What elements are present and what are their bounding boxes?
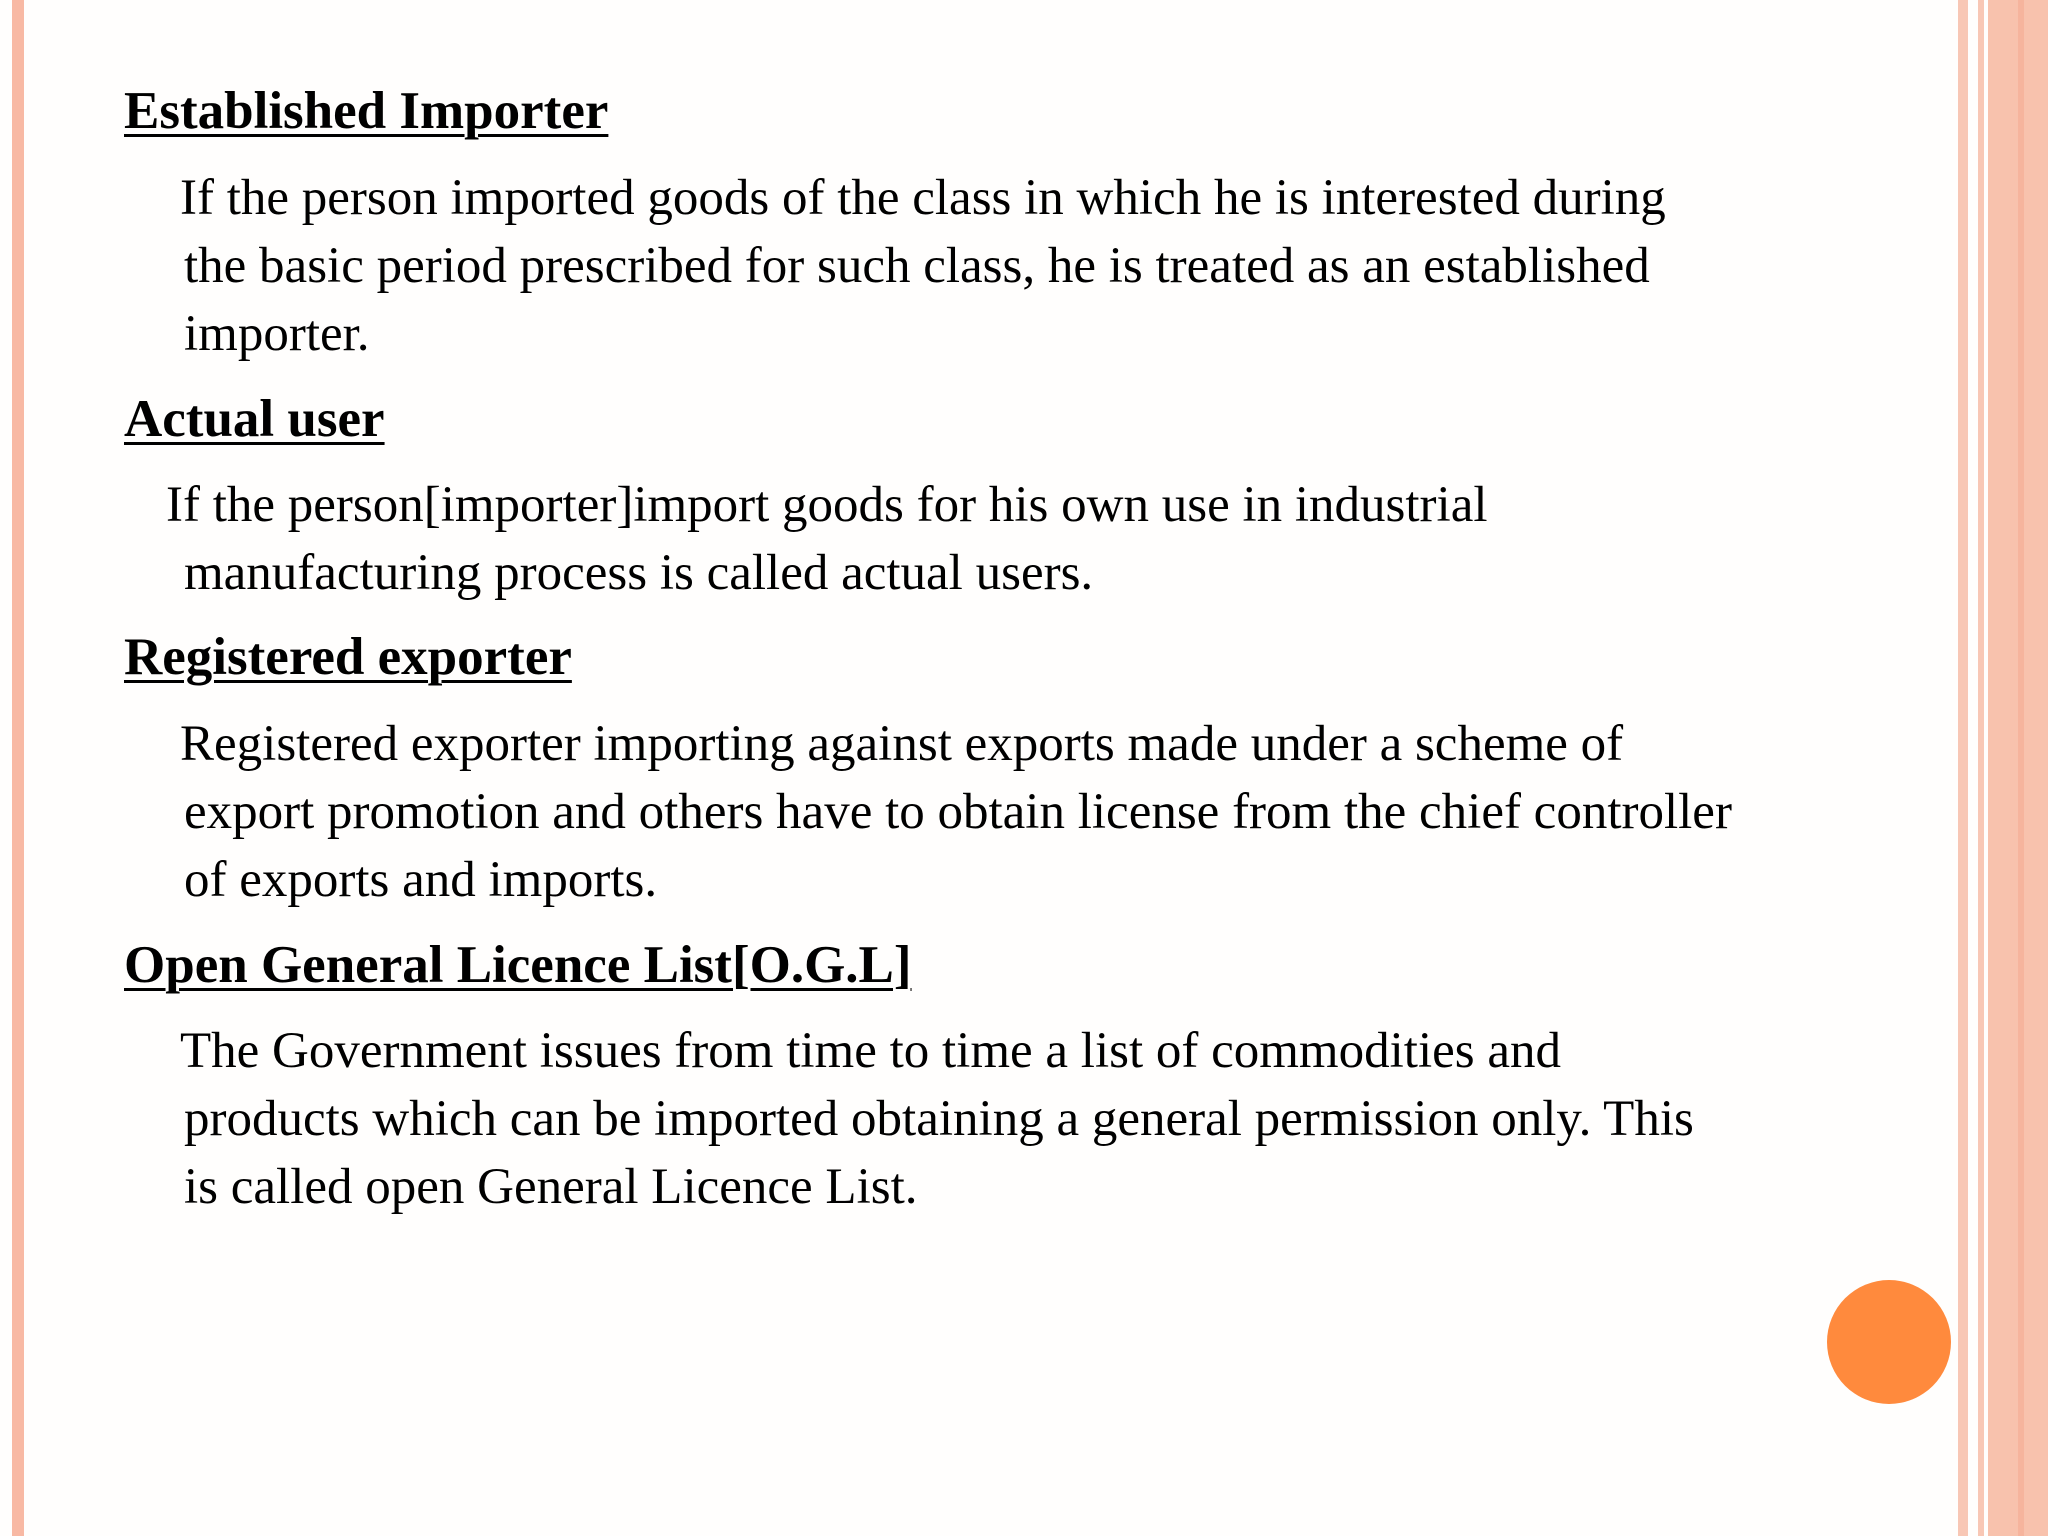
paragraph-open-general-licence-list [180, 1017, 1944, 1221]
left-border-stripe [12, 0, 24, 1536]
heading-open-general-licence-list: Open General Licence List[O.G.L] [124, 936, 912, 994]
text-line: If the person[importer]import goods for his own use in industrial [166, 477, 1488, 533]
heading-established-importer: Established Importer [124, 82, 609, 140]
text-line: Registered exporter importing against exports made under a scheme of [180, 716, 1624, 772]
paragraph-actual-user [166, 471, 1944, 607]
text-line: export promotion and others have to obtain license from the chief controller [184, 784, 1732, 840]
text-line: importer. [184, 306, 370, 362]
text-line: of exports and imports. [184, 852, 658, 908]
right-border-stripe [1958, 0, 1968, 1536]
paragraph-registered-exporter [180, 710, 1944, 914]
text-line: the basic period prescribed for such class, he is treated as an established [184, 238, 1650, 294]
heading-registered-exporter: Registered exporter [124, 628, 572, 686]
paragraph-established-importer [180, 164, 1944, 368]
right-border-stripe [1978, 0, 1984, 1536]
orange-circle-decoration [1827, 1280, 1951, 1404]
text-line: manufacturing process is called actual users. [184, 545, 1094, 601]
text-line: The Government issues from time to time a list of commodities and [180, 1023, 1561, 1079]
right-border-stripe [2018, 0, 2024, 1536]
text-line: If the person imported goods of the class in which he is interested during [180, 170, 1666, 226]
heading-actual-user: Actual user [124, 390, 385, 448]
text-line: is called open General Licence List. [184, 1159, 918, 1215]
text-line: products which can be imported obtaining a general permission only. This [184, 1091, 1694, 1147]
